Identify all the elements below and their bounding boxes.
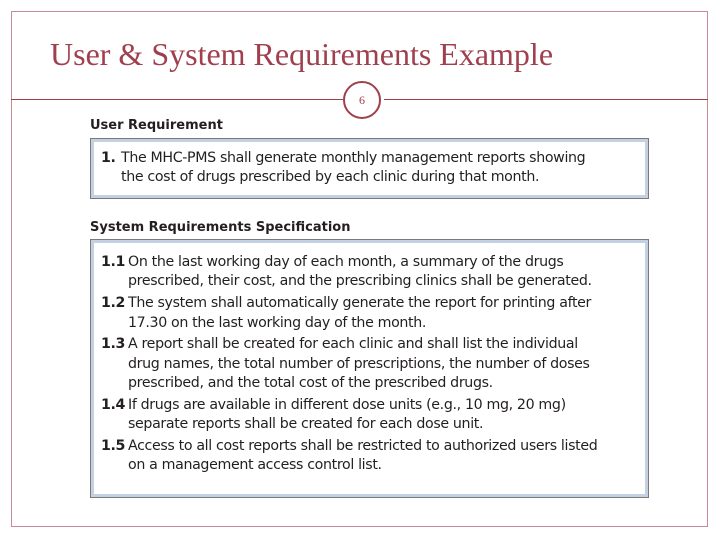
requirement-line: the cost of drugs prescribed by each clinic during that month. <box>121 169 540 186</box>
requirement-text <box>128 437 637 476</box>
requirement-item-1-5 <box>101 437 637 476</box>
user-requirement-content <box>94 142 645 195</box>
requirement-line: On the last working day of each month, a summary of the drugs <box>128 254 564 270</box>
requirement-number: 1.5 <box>101 437 126 454</box>
requirement-number: 1.4 <box>101 396 126 413</box>
requirement-text <box>128 335 637 393</box>
slide-title: User & System Requirements Example <box>50 36 554 72</box>
requirement-number: 1.2 <box>101 295 126 312</box>
user-requirement-heading: User Requirement <box>90 118 223 133</box>
requirement-number: 1.1 <box>101 254 126 270</box>
requirement-text <box>128 294 637 333</box>
requirement-item-1-3 <box>101 335 637 393</box>
requirement-number: 1. <box>101 150 116 166</box>
requirement-line: on a management access control list. <box>128 457 382 474</box>
requirement-text <box>121 149 637 188</box>
requirement-line: drug names, the total number of prescriptions, the number of doses <box>128 355 590 372</box>
system-requirements-heading: System Requirements Specification <box>90 220 351 235</box>
requirement-line: prescribed, and the total cost of the prescribed drugs. <box>128 375 493 392</box>
requirement-line: prescribed, their cost, and the prescribing clinics shall be generated. <box>128 273 592 290</box>
requirement-line: A report shall be created for each clinic and shall list the individual <box>128 336 578 353</box>
requirement-line: The MHC-PMS shall generate monthly management reports showing <box>121 150 586 166</box>
requirement-text <box>128 396 637 435</box>
requirement-line: separate reports shall be created for each dose unit. <box>128 416 484 433</box>
requirement-item <box>101 149 637 188</box>
requirement-item-1-2 <box>101 294 637 333</box>
requirement-line: The system shall automatically generate the report for printing after <box>128 295 592 312</box>
requirement-item-1-4 <box>101 396 637 435</box>
requirement-text <box>128 253 637 292</box>
system-requirements-content <box>94 243 645 494</box>
user-requirement-box <box>90 138 649 199</box>
requirement-number: 1.3 <box>101 336 126 353</box>
title-rule-right <box>384 99 708 100</box>
requirement-line: If drugs are available in different dose units (e.g., 10 mg, 20 mg) <box>128 396 566 413</box>
requirement-line: 17.30 on the last working day of the month. <box>128 314 427 331</box>
page-number: 6 <box>343 81 381 119</box>
requirement-item-1-1 <box>101 253 637 292</box>
requirement-line: Access to all cost reports shall be restricted to authorized users listed <box>128 437 598 454</box>
system-requirements-box <box>90 239 649 498</box>
title-rule-left <box>11 99 343 100</box>
